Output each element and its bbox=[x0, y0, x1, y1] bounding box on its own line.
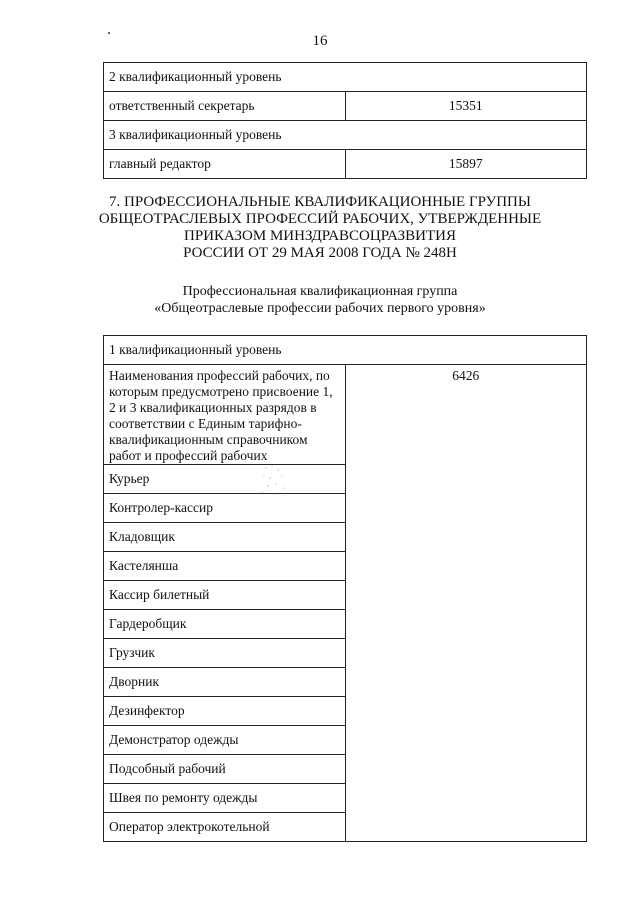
section-heading-line: 7. ПРОФЕССИОНАЛЬНЫЕ КВАЛИФИКАЦИОННЫЕ ГРУППЫ bbox=[109, 194, 531, 210]
group-heading-line: Профессиональная квалификационная группа bbox=[182, 284, 458, 299]
faint-stamp-mark bbox=[258, 462, 294, 502]
table-row bbox=[104, 150, 587, 179]
salary-cell: 15897 bbox=[345, 150, 587, 179]
profession-cell: Подсобный рабочий bbox=[104, 755, 346, 784]
table-row bbox=[104, 92, 587, 121]
salary-cell: 6426 bbox=[345, 365, 587, 842]
level-cell: 2 квалификационный уровень bbox=[104, 63, 587, 92]
profession-cell: Оператор электрокотельной bbox=[104, 813, 346, 842]
profession-cell: Дезинфектор bbox=[104, 697, 346, 726]
profession-cell: Курьер bbox=[104, 465, 346, 494]
position-cell: ответственный секретарь bbox=[104, 92, 346, 121]
description-cell: Наименования профессий рабочих, по которым предусмотрено присвоение 1, 2 и 3 квалификационных разрядов в соответствии с Единым тарифно-квалификационным справочником работ и профессий рабочих bbox=[104, 365, 346, 465]
table-row bbox=[104, 121, 587, 150]
position-cell: главный редактор bbox=[104, 150, 346, 179]
profession-cell: Кастелянша bbox=[104, 552, 346, 581]
profession-cell: Кассир билетный bbox=[104, 581, 346, 610]
profession-cell: Грузчик bbox=[104, 639, 346, 668]
profession-cell: Кладовщик bbox=[104, 523, 346, 552]
page-number: 16 bbox=[312, 33, 328, 49]
section-heading-line: ПРИКАЗОМ МИНЗДРАВСОЦРАЗВИТИЯ bbox=[184, 228, 456, 244]
level-cell: 3 квалификационный уровень bbox=[104, 121, 587, 150]
professions-table bbox=[103, 335, 587, 842]
group-heading-line: «Общеотраслевые профессии рабочих первого уровня» bbox=[154, 301, 486, 316]
section-heading bbox=[0, 194, 640, 262]
profession-cell: Демонстратор одежды bbox=[104, 726, 346, 755]
profession-cell: Дворник bbox=[104, 668, 346, 697]
level-cell: 1 квалификационный уровень bbox=[104, 336, 587, 365]
table-row bbox=[104, 336, 587, 365]
section-heading-line: ОБЩЕОТРАСЛЕВЫХ ПРОФЕССИЙ РАБОЧИХ, УТВЕРЖДЕННЫЕ bbox=[98, 211, 542, 227]
group-heading bbox=[0, 283, 640, 317]
table-row bbox=[104, 63, 587, 92]
profession-cell: Гардеробщик bbox=[104, 610, 346, 639]
profession-cell: Швея по ремонту одежды bbox=[104, 784, 346, 813]
salary-table-top bbox=[103, 62, 587, 179]
table-row bbox=[104, 365, 587, 465]
section-heading-line: РОССИИ ОТ 29 МАЯ 2008 ГОДА № 248Н bbox=[183, 245, 457, 261]
salary-cell: 15351 bbox=[345, 92, 587, 121]
profession-cell: Контролер-кассир bbox=[104, 494, 346, 523]
